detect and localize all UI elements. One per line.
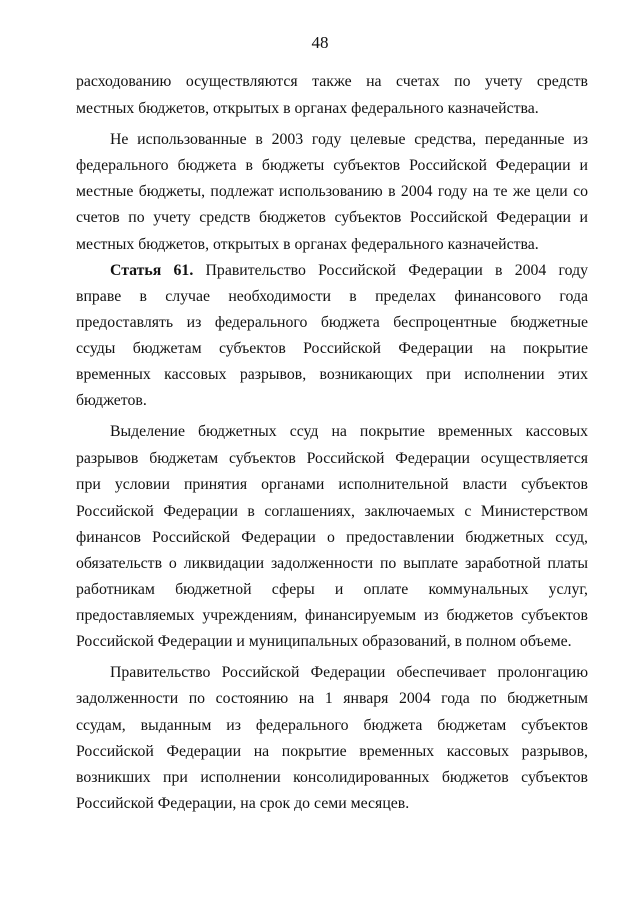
text-line: обязательств о ликвидации задолженности по выплате заработной платы xyxy=(76,555,588,572)
article-line xyxy=(110,261,588,281)
text-line: Российской Федерации на покрытие временных кассовых разрывов, xyxy=(76,743,588,760)
text-line: при условии принятия органами исполнительной власти субъектов xyxy=(76,476,588,493)
text-line: Российской Федерации в соглашениях, заключаемых с Министерством xyxy=(76,503,588,520)
text-line: местных бюджетов, открытых в органах федерального казначейства. xyxy=(76,100,539,117)
text-line: финансов Российской Федерации о предоставлении бюджетных ссуд, xyxy=(76,529,588,546)
text-line: предоставлять из федерального бюджета беспроцентные бюджетные xyxy=(76,314,588,331)
page-number: 48 xyxy=(311,33,329,52)
text-line: разрывов бюджетам субъектов Российской Федерации осуществляется xyxy=(76,450,588,467)
text-line: ссуды бюджетам субъектов Российской Федерации на покрытие xyxy=(76,340,588,357)
text-line: вправе в случае необходимости в пределах финансового года xyxy=(76,288,588,305)
text-line: Выделение бюджетных ссуд на покрытие временных кассовых xyxy=(110,423,588,440)
text-line: федерального бюджета в бюджеты субъектов Российской Федерации и xyxy=(76,157,588,174)
text-line: расходованию осуществляются также на счетах по учету средств xyxy=(76,73,588,90)
text-line: предоставляемых учреждениям, финансируемым из бюджетов субъектов xyxy=(76,607,588,624)
text-line: возникших при исполнении консолидированных бюджетов субъектов xyxy=(76,769,588,786)
text-line: Российской Федерации и муниципальных образований, в полном объеме. xyxy=(76,633,572,650)
text-line: местные бюджеты, подлежат использованию в 2004 году на те же цели со xyxy=(76,183,588,200)
text-line: местных бюджетов, открытых в органах федерального казначейства. xyxy=(76,236,539,253)
text-line: бюджетов. xyxy=(76,392,147,409)
text-line: Правительство Российской Федерации обеспечивает пролонгацию xyxy=(110,664,588,681)
text-line: Не использованные в 2003 году целевые средства, переданные из xyxy=(110,131,588,148)
text-line: временных кассовых разрывов, возникающих при исполнении этих xyxy=(76,366,588,383)
text-line: счетов по учету средств бюджетов субъектов Российской Федерации и xyxy=(76,209,588,226)
text-line: задолженности по состоянию на 1 января 2004 года по бюджетным xyxy=(76,690,588,707)
article-text: Правительство Российской Федерации в 2004 году xyxy=(205,262,589,279)
text-line: Российской Федерации, на срок до семи месяцев. xyxy=(76,795,410,812)
article-label: Статья 61. xyxy=(110,262,194,279)
text-line: ссудам, выданным из федерального бюджета бюджетам субъектов xyxy=(76,717,588,734)
text-line: работникам бюджетной сферы и оплате коммунальных услуг, xyxy=(76,581,588,598)
